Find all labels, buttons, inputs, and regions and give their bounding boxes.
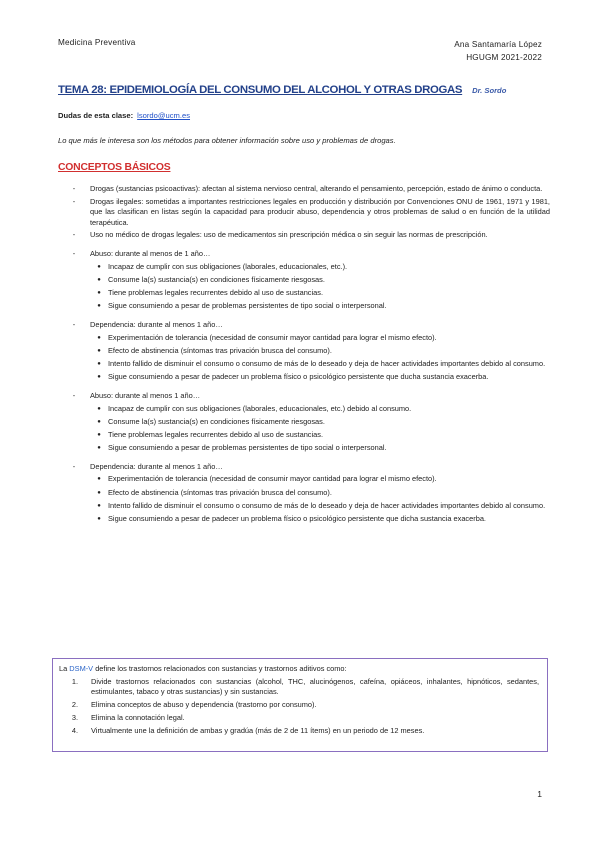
subitem-text: Efecto de abstinencia (síntomas tras privación brusca del consumo). [108, 345, 332, 355]
bullet-icon: ● [97, 405, 101, 412]
subitem-text: Sigue consumiendo a pesar de padecer un problema físico o psicológico persistente que dicha sustancia exacerba. [108, 513, 486, 523]
subitem-text: Efecto de abstinencia (síntomas tras privación brusca del consumo). [108, 487, 332, 497]
dsm-list-item [59, 677, 539, 698]
dash-marker: - [72, 196, 76, 206]
subitem-text: Consume la(s) sustancia(s) en condiciones físicamente riesgosas. [108, 416, 325, 426]
concept-text: Drogas ilegales: sometidas a importantes restricciones legales en producción y distribución por Convenciones ONU de 1961, 1971 y 1981, que las clasifican en listas según la capacidad para producir abuso, dependencia y otros problemas de salud o en función de la utilidad terapéutica. [90, 196, 550, 227]
bullet-icon: ● [97, 334, 101, 341]
bullet-icon: ● [97, 347, 101, 354]
dsm-intro [59, 664, 539, 675]
bullet-icon: ● [97, 444, 101, 451]
bullet-icon: ● [97, 431, 101, 438]
dsm-list-item [59, 726, 539, 737]
dsm-list-item [59, 700, 539, 711]
concept-subitem [90, 275, 550, 286]
concept-subitem [90, 514, 550, 525]
subitem-text: Sigue consumiendo a pesar de problemas persistentes de tipo social o interpersonal. [108, 300, 387, 310]
concept-text: Uso no médico de drogas legales: uso de medicamentos sin prescripción médica o sin seguir las normas de prescripción. [90, 230, 488, 240]
subitem-text: Consume la(s) sustancia(s) en condiciones físicamente riesgosas. [108, 274, 325, 284]
dash-marker: - [72, 319, 76, 329]
dsm-ordered-list [59, 677, 539, 737]
concept-subitem [90, 288, 550, 299]
page-title: TEMA 28: EPIDEMIOLOGÍA DEL CONSUMO DEL ALCOHOL Y OTRAS DROGAS [58, 84, 463, 96]
header-course: HGUGM 2021-2022 [466, 53, 542, 62]
concepts-list [58, 184, 550, 527]
concept-subitem [90, 474, 550, 485]
bullet-icon: ● [97, 515, 101, 522]
dash-marker: - [72, 390, 76, 400]
contact-email-link[interactable]: lsordo@ucm.es [137, 111, 191, 120]
concept-subitem [90, 262, 550, 273]
subitem-text: Incapaz de cumplir con sus obligaciones (laborales, educacionales, etc.). [108, 261, 348, 271]
concept-subitem [90, 333, 550, 344]
list-number: 3. [71, 712, 79, 722]
concept-subitem [90, 372, 550, 383]
title-row [58, 80, 558, 98]
dash-marker: - [72, 230, 76, 240]
dsm-intro-text: define los trastornos relacionados con sustancias y trastornos aditivos como: [95, 664, 347, 673]
list-number: 4. [71, 725, 79, 735]
list-number: 2. [71, 700, 79, 710]
concept-text: Dependencia: durante al menos 1 año… [90, 461, 223, 471]
subitem-text: Intento fallido de disminuir el consumo o consumo de más de lo deseado y deja de hacer actividades importantes debido al consumo. [108, 500, 546, 510]
concept-subitem [90, 501, 550, 512]
dsm-box [52, 658, 548, 752]
page-number: 1 [537, 789, 542, 799]
concept-item [58, 197, 550, 229]
concept-subitem [90, 488, 550, 499]
bullet-icon: ● [97, 489, 101, 496]
subitem-text: Incapaz de cumplir con sus obligaciones (laborales, educacionales, etc.) debido al consumo. [108, 403, 412, 413]
subitem-text: Sigue consumiendo a pesar de problemas persistentes de tipo social o interpersonal. [108, 442, 387, 452]
subitem-text: Experimentación de tolerancia (necesidad de consumir mayor cantidad para lograr el mismo efecto). [108, 474, 437, 484]
dsm-name: DSM-V [69, 664, 94, 673]
subitem-text: Tiene problemas legales recurrentes debido al uso de sustancias. [108, 429, 323, 439]
header-subject: Medicina Preventiva [58, 38, 136, 47]
dash-marker: - [72, 461, 76, 471]
concept-subitem [90, 301, 550, 312]
subitem-text: Sigue consumiendo a pesar de padecer un problema físico o psicológico persistente que ducha sustancia exacerba. [108, 371, 489, 381]
concept-item [58, 184, 550, 195]
concept-item [58, 462, 550, 473]
lecturer-name: Dr. Sordo [472, 86, 507, 95]
bullet-icon: ● [97, 373, 101, 380]
contact-label: Dudas de esta clase: [58, 111, 134, 120]
bullet-icon: ● [97, 476, 101, 483]
list-text: Elimina la connotación legal. [91, 712, 185, 722]
intro-note: Lo que más le interesa son los métodos para obtener información sobre uso y problemas de drogas. [58, 136, 396, 145]
subitem-text: Experimentación de tolerancia (necesidad de consumir mayor cantidad para lograr el mismo efecto). [108, 332, 437, 342]
dsm-prefix: La [59, 664, 68, 673]
contact-line [58, 111, 190, 120]
concept-item [58, 320, 550, 331]
concept-subitem [90, 430, 550, 441]
bullet-icon: ● [97, 418, 101, 425]
dsm-list-item [59, 713, 539, 724]
list-text: Divide trastornos relacionados con sustancias (alcohol, THC, alucinógenos, cafeína, opiáceos, inhalantes, hipnóticos, sedantes, estimulantes, tabaco y otras sustancias) y sin sustancias. [91, 676, 539, 697]
concept-subitem [90, 359, 550, 370]
list-text: Elimina conceptos de abuso y dependencia (trastorno por consumo). [91, 700, 317, 710]
concept-item [58, 230, 550, 241]
concept-text: Drogas (sustancias psicoactivas): afectan al sistema nervioso central, alterando el pensamiento, percepción, estado de ánimo o conducta. [90, 184, 543, 193]
bullet-icon: ● [97, 360, 101, 367]
concept-subitem [90, 417, 550, 428]
bullet-icon: ● [97, 302, 101, 309]
concept-subitem [90, 443, 550, 454]
section-title: CONCEPTOS BÁSICOS [58, 162, 171, 173]
concept-subitem [90, 404, 550, 415]
dash-marker: - [72, 248, 76, 258]
concept-text: Abuso: durante al menos 1 año… [90, 390, 201, 400]
concept-subitem [90, 346, 550, 357]
header-author-block [454, 38, 542, 64]
header-student-name: Ana Santamaría López [454, 40, 542, 49]
bullet-icon: ● [97, 289, 101, 296]
concept-item [58, 391, 550, 402]
concept-text: Dependencia: durante al menos 1 año… [90, 319, 223, 329]
bullet-icon: ● [97, 276, 101, 283]
concept-text: Abuso: durante al menos de 1 año… [90, 248, 211, 258]
dash-marker: - [72, 184, 76, 193]
concept-item [58, 249, 550, 260]
list-text: Virtualmente une la definición de ambas y gradúa (más de 2 de 11 ítems) en un periodo de 12 meses. [91, 725, 425, 735]
bullet-icon: ● [97, 502, 101, 509]
bullet-icon: ● [97, 263, 101, 270]
list-number: 1. [71, 676, 79, 686]
subitem-text: Intento fallido de disminuir el consumo o consumo de más de lo deseado y deja de hacer actividades importantes debido al consumo. [108, 358, 546, 368]
subitem-text: Tiene problemas legales recurrentes debido al uso de sustancias. [108, 287, 323, 297]
